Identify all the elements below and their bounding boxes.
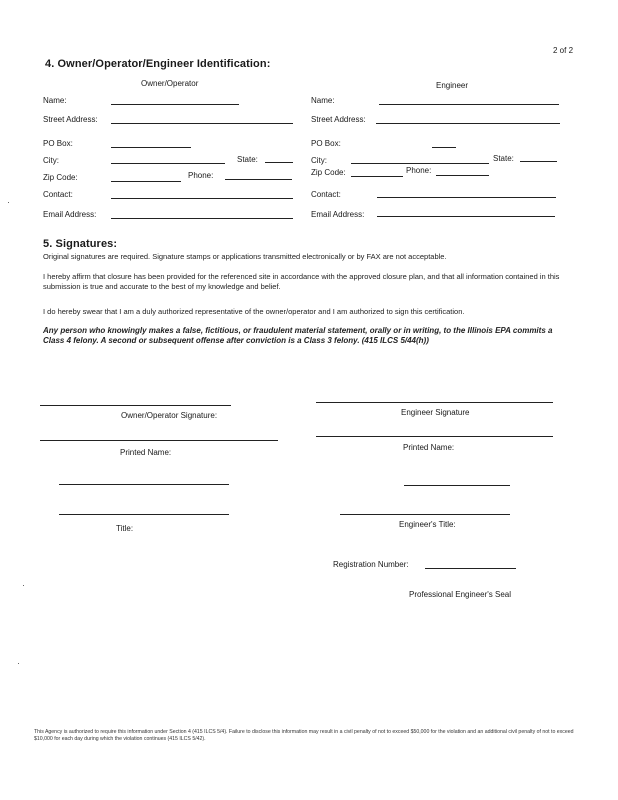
engineer-signature-line[interactable]: [316, 402, 553, 403]
engineer-state-label: State:: [493, 154, 514, 163]
owner-pobox-field[interactable]: [111, 147, 191, 148]
scan-speck: [18, 663, 19, 664]
engineer-phone-label: Phone:: [406, 166, 432, 175]
engineer-pobox-label: PO Box:: [311, 139, 341, 148]
registration-number-label: Registration Number:: [333, 560, 409, 569]
engineer-contact-field[interactable]: [377, 197, 556, 198]
original-signatures-note: Original signatures are required. Signature stamps or applications transmitted electronically or by FAX are not acceptable.: [43, 252, 447, 261]
owner-city-label: City:: [43, 156, 59, 165]
engineer-state-field[interactable]: [520, 161, 557, 162]
owner-title-line[interactable]: [59, 514, 229, 515]
engineer-street-label: Street Address:: [311, 115, 366, 124]
engineer-zip-field[interactable]: [351, 176, 403, 177]
registration-number-field[interactable]: [425, 568, 516, 569]
owner-name-field[interactable]: [111, 104, 239, 105]
authorization-statement: I do hereby swear that I am a duly authorized representative of the owner/operator and I am authorized to sign this certification.: [43, 307, 465, 316]
engineer-printed-name-line[interactable]: [316, 436, 553, 437]
owner-pobox-label: PO Box:: [43, 139, 73, 148]
affirmation-statement: I hereby affirm that closure has been provided for the referenced site in accordance with the approved closure plan, and that all information contained in this submission is true and accurate to the best of my knowledge and belief.: [43, 272, 560, 291]
engineer-street-field[interactable]: [376, 123, 560, 124]
owner-phone-label: Phone:: [188, 171, 214, 180]
footer-disclosure: This Agency is authorized to require this information under Section 4 (415 ILCS 5/4). Failure to disclose this information may result in a civil penalty of not to exceed $50,000 for the violation and an additional civil penalty of not to exceed $10,000 for each day during which the violation continues (415 ILCS 5/42).: [34, 729, 574, 742]
engineer-phone-field[interactable]: [436, 175, 489, 176]
owner-contact-field[interactable]: [111, 198, 293, 199]
owner-state-field[interactable]: [265, 162, 293, 163]
engineer-city-field[interactable]: [351, 163, 489, 164]
scan-speck: [23, 585, 24, 586]
owner-contact-label: Contact:: [43, 190, 73, 199]
owner-operator-header: Owner/Operator: [141, 79, 199, 88]
owner-name-label: Name:: [43, 96, 67, 105]
engineer-title-label: Engineer's Title:: [399, 520, 456, 529]
engineer-contact-label: Contact:: [311, 190, 341, 199]
owner-state-label: State:: [237, 155, 258, 164]
engineer-extra-line[interactable]: [404, 485, 510, 486]
owner-printed-name-line[interactable]: [40, 440, 278, 441]
page-number: 2 of 2: [553, 46, 574, 55]
owner-city-field[interactable]: [111, 163, 225, 164]
engineer-seal-label: Professional Engineer's Seal: [409, 590, 512, 599]
owner-email-label: Email Address:: [43, 210, 97, 219]
owner-zip-label: Zip Code:: [43, 173, 78, 182]
engineer-name-field[interactable]: [379, 104, 559, 105]
engineer-zip-label: Zip Code:: [311, 168, 346, 177]
owner-zip-field[interactable]: [111, 181, 181, 182]
engineer-pobox-field[interactable]: [432, 147, 456, 148]
scan-speck: [8, 202, 9, 203]
owner-title-label: Title:: [116, 524, 134, 533]
engineer-printed-name-label: Printed Name:: [403, 443, 455, 452]
engineer-city-label: City:: [311, 156, 327, 165]
engineer-header: Engineer: [436, 81, 469, 90]
engineer-email-label: Email Address:: [311, 210, 365, 219]
section-5-heading: 5. Signatures:: [43, 238, 118, 250]
felony-warning: Any person who knowingly makes a false, fictitious, or fraudulent material statement, orally or in writing, to the Illinois EPA commits a Class 4 felony. A second or subsequent offense after conviction is a Class 3 felony. (415 ILCS 5/44(h)): [43, 326, 553, 345]
owner-email-field[interactable]: [111, 218, 293, 219]
owner-phone-field[interactable]: [225, 179, 292, 180]
section-4-heading: 4. Owner/Operator/Engineer Identification:: [45, 58, 271, 70]
owner-printed-name-label: Printed Name:: [120, 448, 172, 457]
owner-extra-line[interactable]: [59, 484, 229, 485]
owner-street-label: Street Address:: [43, 115, 98, 124]
owner-street-field[interactable]: [111, 123, 293, 124]
engineer-name-label: Name:: [311, 96, 335, 105]
owner-signature-label: Owner/Operator Signature:: [121, 411, 218, 420]
engineer-title-line[interactable]: [340, 514, 510, 515]
owner-signature-line[interactable]: [40, 405, 231, 406]
engineer-signature-label: Engineer Signature: [401, 408, 470, 417]
engineer-email-field[interactable]: [377, 216, 555, 217]
